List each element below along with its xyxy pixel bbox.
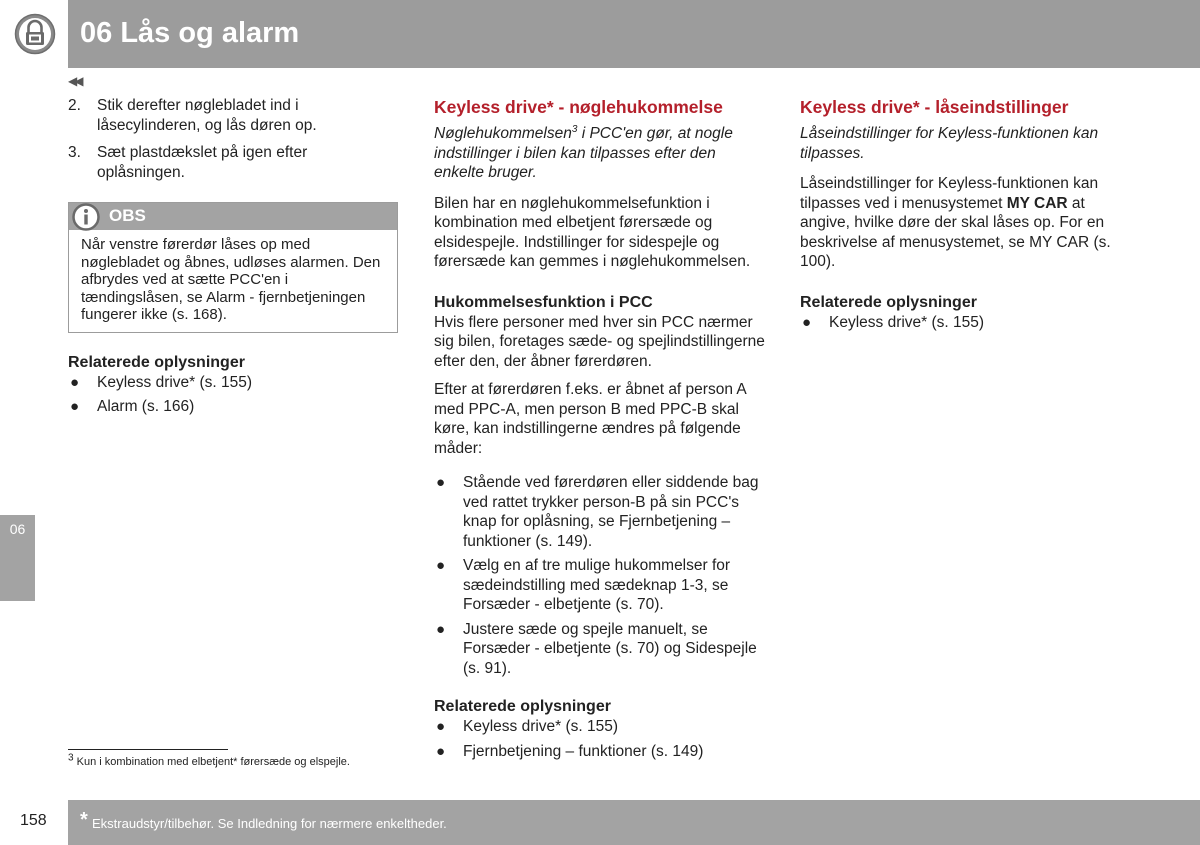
section-heading-lock-settings: Keyless drive* - låseindstillinger bbox=[800, 97, 1069, 117]
related-link[interactable] bbox=[68, 397, 398, 417]
step-text: Stik derefter nøglebladet ind i låsecylinderen, og lås døren op. bbox=[97, 97, 317, 134]
bullet-icon: ● bbox=[436, 718, 446, 735]
page-number-area bbox=[0, 800, 68, 845]
list-item bbox=[434, 473, 769, 551]
related-link[interactable] bbox=[434, 717, 769, 737]
footnote bbox=[68, 752, 350, 769]
related-link[interactable] bbox=[434, 742, 769, 762]
related-link-text: Keyless drive* (s. 155) bbox=[97, 373, 253, 391]
chapter-side-tab-label: 06 bbox=[9, 521, 26, 537]
footer-text: Ekstraudstyr/tilbehør. Se Indledning for nærmere enkeltheder. bbox=[92, 816, 447, 831]
obs-note-box bbox=[68, 202, 398, 333]
page-footer bbox=[68, 800, 1200, 845]
sub-heading: Hukommelsesfunktion i PCC bbox=[434, 293, 653, 311]
footnote-ref[interactable]: 3 bbox=[571, 123, 578, 135]
section-heading-key-memory: Keyless drive* - nøglehukommelse bbox=[434, 97, 723, 117]
column-2 bbox=[434, 96, 769, 766]
chapter-side-tab[interactable] bbox=[0, 515, 35, 601]
footnote-number: 3 bbox=[68, 752, 74, 764]
step-number: 2. bbox=[68, 97, 81, 114]
padlock-icon bbox=[14, 13, 56, 55]
related-link[interactable] bbox=[68, 373, 398, 393]
body-paragraph bbox=[800, 174, 1130, 272]
related-heading: Relaterede oplysninger bbox=[68, 353, 245, 371]
column-3 bbox=[800, 96, 1130, 337]
column-1 bbox=[68, 96, 398, 422]
obs-note-header bbox=[69, 203, 397, 230]
paragraph-text: Låseindstillinger for Keyless-funktionen kan tilpasses ved i menusystemet bbox=[800, 175, 1099, 212]
related-link-text: Fjernbetjening – funktioner (s. 149) bbox=[463, 742, 704, 760]
menu-name: MY CAR bbox=[1006, 194, 1068, 212]
header-icon-area bbox=[0, 0, 68, 68]
body-paragraph: Efter at førerdøren f.eks. er åbnet af person A med PPC-A, men person B med PPC-B skal køre, kan indstillingerne ændres på følgende måder: bbox=[434, 381, 746, 457]
double-left-arrow-icon[interactable]: ◀◀ bbox=[68, 74, 81, 88]
list-item bbox=[434, 556, 769, 615]
list-item-text: Vælg en af tre mulige hukommelser for sædeindstilling med sædeknap 1-3, se Forsæder - elbetjente (s. 70). bbox=[463, 557, 731, 613]
bullet-icon: ● bbox=[436, 557, 446, 574]
page-number: 158 bbox=[20, 812, 47, 829]
bullet-icon: ● bbox=[436, 620, 446, 638]
bullet-icon: ● bbox=[802, 313, 812, 331]
info-icon bbox=[72, 203, 100, 231]
bullet-icon: ● bbox=[436, 474, 446, 491]
obs-note-text: Når venstre førerdør låses op med nøglebladet og åbnes, udløses alarmen. Den afbrydes ved at sætte PCC'en i tændingslåsen, se Alarm - fjernbetjeningen fungerer ikke (s. 168). bbox=[81, 236, 381, 323]
list-item bbox=[434, 620, 769, 679]
bullet-icon: ● bbox=[436, 742, 446, 760]
related-link[interactable] bbox=[800, 313, 1130, 333]
step-item bbox=[68, 96, 398, 135]
related-link-text: Keyless drive* (s. 155) bbox=[829, 313, 985, 331]
bullet-icon: ● bbox=[70, 398, 80, 415]
footnote-divider bbox=[68, 749, 228, 750]
related-link-text: Alarm (s. 166) bbox=[97, 398, 195, 415]
step-item bbox=[68, 143, 398, 182]
intro-text: i PCC'en gør, at nogle indstillinger i bilen kan tilpasses efter den enkelte bruger. bbox=[434, 125, 733, 181]
section-intro: Låseindstillinger for Keyless-funktionen kan tilpasses. bbox=[800, 125, 1099, 162]
chapter-header bbox=[0, 0, 1200, 68]
asterisk-icon: * bbox=[80, 809, 88, 831]
section-intro bbox=[434, 124, 769, 183]
step-text: Sæt plastdækslet på igen efter oplåsningen. bbox=[97, 144, 308, 181]
footnote-text: Kun i kombination med elbetjent* førersæde og elspejle. bbox=[73, 756, 350, 768]
obs-label: OBS bbox=[109, 206, 146, 225]
list-item-text: Stående ved førerdøren eller siddende bag ved rattet trykker person-B på sin PCC's knap for oplåsning, se Fjernbetjening – funktioner (s. 149). bbox=[463, 474, 759, 550]
intro-text: Nøglehukommelsen bbox=[434, 125, 572, 142]
chapter-title: 06 Lås og alarm bbox=[80, 17, 300, 49]
paragraph-text: at angive, hvilke døre der skal låses op. For en beskrivelse af menusystemet, se MY CAR (s. 100). bbox=[800, 194, 1111, 270]
list-item-text: Justere sæde og spejle manuelt, se Forsæder - elbetjente (s. 70) og Sidespejle (s. 91). bbox=[463, 620, 757, 677]
step-number: 3. bbox=[68, 144, 81, 161]
bullet-icon: ● bbox=[70, 373, 80, 391]
body-paragraph: Hvis flere personer med hver sin PCC nærmer sig bilen, foretages sæde- og spejlindstillingerne efter den, der åbner førerdøren. bbox=[434, 313, 765, 370]
body-paragraph: Bilen har en nøglehukommelsefunktion i kombination med elbetjent førersæde og elsidespejle. Indstillinger for sidespejle og førersæde kan gemmes i nøglehukommelsen. bbox=[434, 194, 751, 270]
related-link-text: Keyless drive* (s. 155) bbox=[463, 718, 619, 735]
related-heading: Relaterede oplysninger bbox=[800, 293, 977, 311]
related-heading: Relaterede oplysninger bbox=[434, 698, 611, 715]
